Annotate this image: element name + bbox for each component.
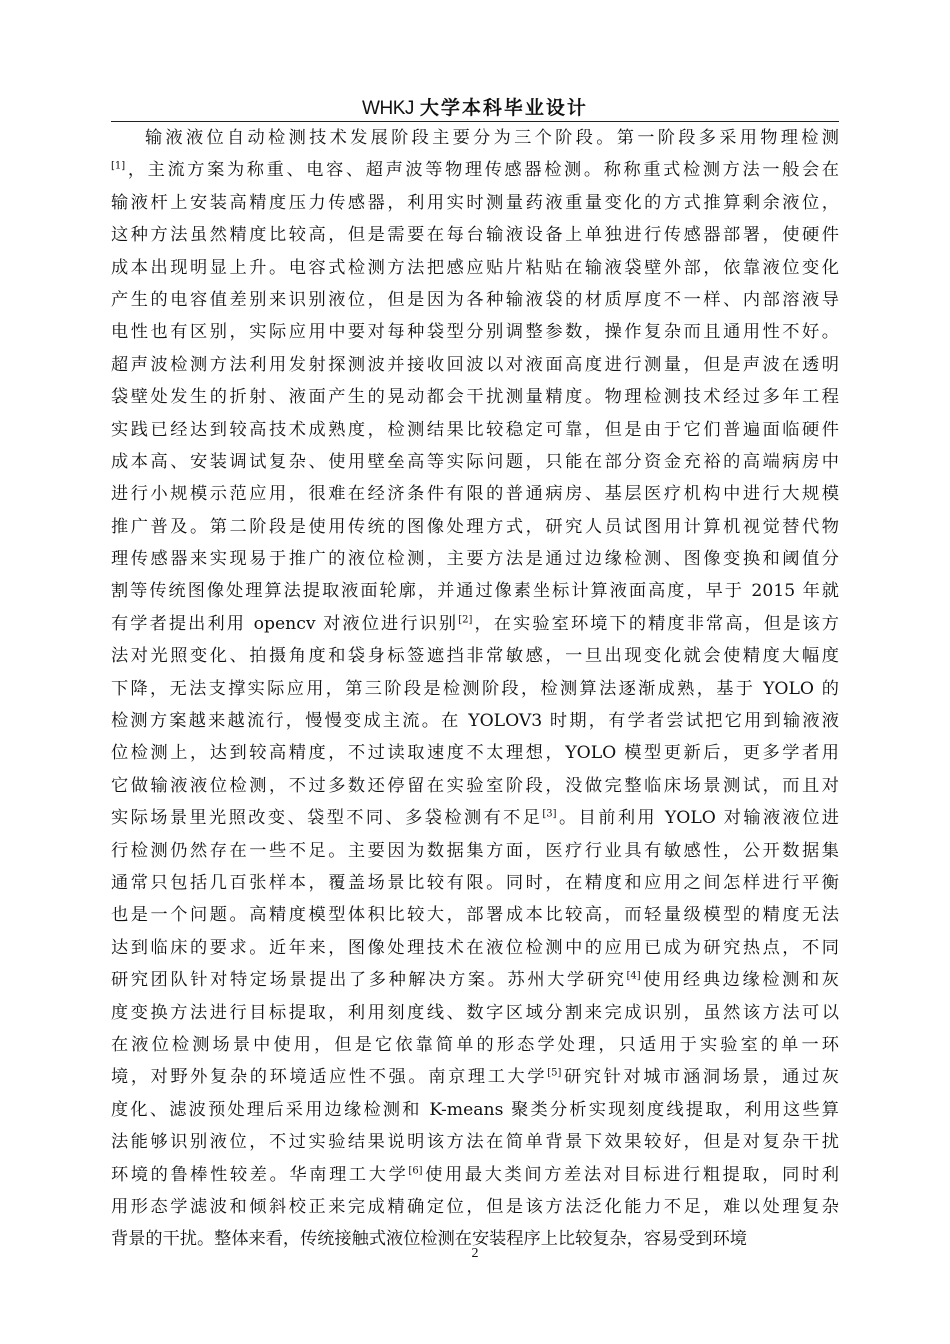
page-number: 2	[471, 1246, 479, 1261]
citation-marker: [1]	[111, 160, 126, 172]
text-line: 成本高、安装调试复杂、使用壁垒高等实际问题，只能在部分资金充裕的高端病房中	[111, 451, 839, 472]
text-line: 位检测上，达到较高精度，不过读取速度不太理想，YOLO 模型更新后，更多学者用	[111, 743, 839, 764]
text-line: 输液液位自动检测技术发展阶段主要分为三个阶段。第一阶段多采用物理检测	[145, 128, 839, 148]
text-line: [1]，主流方案为称重、电容、超声波等物理传感器检测。称称重式检测方法一般会在	[111, 160, 839, 181]
citation-marker: [6]	[408, 1164, 423, 1176]
text-line: 法对光照变化、拍摄角度和袋身标签遮挡非常敏感，一旦出现变化就会使精度大幅度	[111, 646, 839, 667]
header-latin: WHKJ	[362, 98, 414, 119]
text-line: 下降，无法支撑实际应用，第三阶段是检测阶段，检测算法逐渐成熟，基于 YOLO 的	[111, 678, 839, 699]
text-line: 成本出现明显上升。电容式检测方法把感应贴片粘贴在输液袋壁外部，依靠液位变化	[111, 257, 839, 278]
page-header	[111, 96, 839, 120]
text-line: 袋壁处发生的折射、液面产生的晃动都会干扰测量精度。物理检测技术经过多年工程	[111, 387, 839, 408]
text-line: 用形态学滤波和倾斜校正来完成精确定位，但是该方法泛化能力不足，难以处理复杂	[111, 1196, 839, 1217]
text-line: 通常只包括几百张样本，覆盖场景比较有限。同时，在精度和应用之间怎样进行平衡	[111, 872, 839, 893]
text-line: 有学者提出利用 opencv 对液位进行识别[2]，在实验室环境下的精度非常高，但是该方	[111, 613, 839, 634]
header-title: 大学本科毕业设计	[419, 97, 588, 119]
text-line: 超声波检测方法利用发射探测波并接收回波以对液面高度进行测量，但是声波在透明	[111, 354, 839, 375]
text-line: 境，对野外复杂的环境适应性不强。南京理工大学[5]研究针对城市涵洞场景，通过灰	[111, 1067, 839, 1088]
citation-marker: [5]	[547, 1067, 562, 1079]
text-line: 推广普及。第二阶段是使用传统的图像处理方式，研究人员试图用计算机视觉替代物	[111, 516, 839, 537]
citation-marker: [2]	[458, 614, 473, 626]
text-line: 法能够识别液位，不过实验结果说明该方法在简单背景下效果较好，但是对复杂干扰	[111, 1132, 839, 1153]
text-line: 检测方案越来越流行，慢慢变成主流。在 YOLOV3 时期，有学者尝试把它用到输液液	[111, 711, 839, 732]
text-line: 度化、滤波预处理后采用边缘检测和 K-means 聚类分析实现刻度线提取，利用这些算	[111, 1099, 839, 1120]
text-line: 背景的干扰。整体来看，传统接触式液位检测在安装程序上比较复杂，容易受到环境	[111, 1229, 747, 1250]
text-line: 理传感器来实现易于推广的液位检测，主要方法是通过边缘检测、图像变换和阈值分	[111, 549, 839, 570]
text-line: 进行小规模示范应用，很难在经济条件有限的普通病房、基层医疗机构中进行大规模	[111, 484, 839, 505]
text-line: 研究团队针对特定场景提出了多种解决方案。苏州大学研究[4]使用经典边缘检测和灰	[111, 970, 839, 991]
text-line: 这种方法虽然精度比较高，但是需要在每台输液设备上单独进行传感器部署，使硬件	[111, 225, 839, 246]
text-line: 它做输液液位检测，不过多数还停留在实验室阶段，没做完整临床场景测试，而且对	[111, 775, 839, 796]
text-line: 割等传统图像处理算法提取液面轮廓，并通过像素坐标计算液面高度，早于 2015 年就	[111, 581, 839, 602]
text-line: 环境的鲁棒性较差。华南理工大学[6]使用最大类间方差法对目标进行粗提取，同时利	[111, 1164, 839, 1185]
citation-marker: [4]	[626, 970, 641, 982]
text-line: 也是一个问题。高精度模型体积比较大，部署成本比较高，而轻量级模型的精度无法	[111, 905, 839, 926]
text-line: 达到临床的要求。近年来，图像处理技术在液位检测中的应用已成为研究热点，不同	[111, 937, 839, 958]
text-line: 实际场景里光照改变、袋型不同、多袋检测有不足[3]。目前利用 YOLO 对输液液位进	[111, 808, 839, 829]
text-line: 行检测仍然存在一些不足。主要因为数据集方面，医疗行业具有敏感性，公开数据集	[111, 840, 839, 861]
text-line: 度变换方法进行目标提取，利用刻度线、数字区域分割来完成识别，虽然该方法可以	[111, 1002, 839, 1023]
text-line: 产生的电容值差别来识别液位，但是因为各种输液袋的材质厚度不一样、内部溶液导	[111, 289, 839, 310]
text-line: 实践已经达到较高技术成熟度，检测结果比较稳定可靠，但是由于它们普遍面临硬件	[111, 419, 839, 440]
text-line: 在液位检测场景中使用，但是它依靠简单的形态学处理，只适用于实验室的单一环	[111, 1034, 839, 1055]
text-line: 电性也有区别，实际应用中要对每种袋型分别调整参数，操作复杂而且通用性不好。	[111, 322, 839, 343]
citation-marker: [3]	[542, 808, 557, 820]
body-paragraph	[111, 122, 839, 1256]
text-line: 输液杆上安装高精度压力传感器，利用实时测量药液重量变化的方式推算剩余液位，	[111, 192, 839, 213]
